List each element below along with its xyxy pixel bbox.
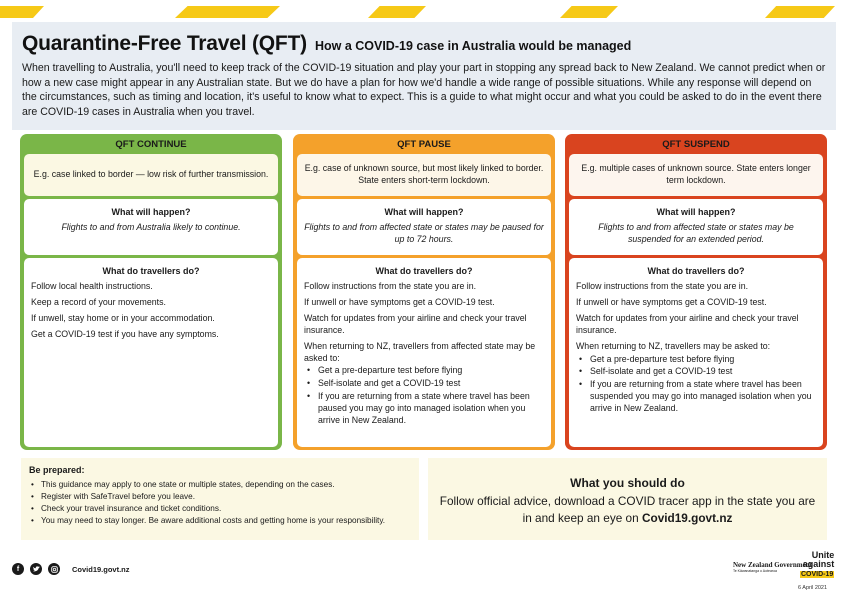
page-subtitle: How a COVID-19 case in Australia would be managed [314, 39, 632, 53]
bullet-item: • Self-isolate and get a COVID-19 test [576, 366, 816, 378]
do-item: Watch for updates from your airline and check your travel insurance. [304, 312, 527, 335]
happen-heading: What will happen? [111, 207, 191, 217]
happen-text: Flights to and from affected state or states may be suspended for an extended period. [598, 222, 794, 245]
happen-text: Flights to and from Australia likely to continue. [61, 222, 241, 233]
do-item: If unwell or have symptoms get a COVID-19 test. [576, 297, 767, 308]
what-will-happen-box [297, 199, 551, 255]
happen-heading: What will happen? [656, 207, 736, 217]
example-box [24, 154, 278, 196]
covid-site-link[interactable]: Covid19.govt.nz [641, 510, 733, 525]
page-title: Quarantine-Free Travel (QFT) [22, 32, 307, 55]
column-qft-suspend [565, 134, 827, 450]
do-item: Watch for updates from your airline and check your travel insurance. [576, 312, 799, 335]
do-heading: What do travellers do? [375, 266, 473, 276]
example-text: E.g. case of unknown source, but most likely linked to border. State enters short-term lockdown. [304, 163, 544, 185]
unite-against-covid-logo [800, 551, 834, 578]
twitter-icon[interactable] [30, 563, 42, 575]
do-heading: What do travellers do? [647, 266, 745, 276]
footer-site-link[interactable]: Covid19.govt.nz [72, 564, 130, 574]
do-item: Follow local health instructions. [31, 281, 153, 292]
bullet-item: • Get a pre-departure test before flying [576, 354, 816, 366]
gov-name: New Zealand Government [733, 561, 812, 569]
instagram-icon[interactable] [48, 563, 60, 575]
stripe [765, 6, 835, 18]
bullet-item: • If you are returning from a state where travel has been suspended you may go into managed isolation when you arrive in New Zealand. [576, 379, 816, 415]
example-text: E.g. multiple cases of unknown source. State enters longer term lockdown. [581, 163, 811, 185]
happen-text: Flights to and from affected state or states may be paused for up to 72 hours. [304, 222, 544, 245]
do-item: Follow instructions from the state you are in. [576, 281, 749, 292]
happen-heading: What will happen? [384, 207, 464, 217]
do-item: If unwell, stay home or in your accommodation. [31, 312, 215, 323]
unite-line: against [802, 559, 835, 569]
column-qft-continue [20, 134, 282, 450]
example-box [297, 154, 551, 196]
should-heading: What you should do [570, 476, 685, 490]
stripe [175, 6, 280, 18]
what-will-happen-box [569, 199, 823, 255]
do-item: Get a COVID-19 test if you have any symptoms. [31, 328, 219, 339]
what-do-travellers-do-box [569, 258, 823, 447]
bullet-item: • Self-isolate and get a COVID-19 test [304, 378, 544, 390]
stripe [560, 6, 618, 18]
do-item: When returning to NZ, travellers may be asked to: [576, 340, 771, 351]
footer-social [12, 563, 130, 575]
be-prepared-item: • This guidance may apply to one state or multiple states, depending on the cases. [29, 479, 411, 491]
what-you-should-do-panel [428, 458, 827, 540]
do-item: Follow instructions from the state you are in. [304, 281, 477, 292]
what-do-travellers-do-box [297, 258, 551, 447]
stripe [368, 6, 426, 18]
column-title: QFT CONTINUE [115, 138, 187, 150]
top-stripe-bar [0, 6, 850, 18]
stripe [0, 6, 44, 18]
title-row [22, 32, 826, 56]
be-prepared-list [29, 479, 411, 528]
column-qft-pause [293, 134, 555, 450]
do-item: When returning to NZ, travellers from affected state may be asked to: [304, 340, 536, 363]
example-text: E.g. case linked to border — low risk of further transmission. [33, 169, 269, 180]
do-item: If unwell or have symptoms get a COVID-19 test. [304, 297, 495, 308]
be-prepared-item: • You may need to stay longer. Be aware additional costs and getting home is your responsibility. [29, 515, 411, 527]
bullet-list [304, 365, 544, 426]
do-heading: What do travellers do? [102, 266, 200, 276]
what-will-happen-box [24, 199, 278, 255]
column-title: QFT SUSPEND [662, 138, 730, 150]
gov-subname: Te Kāwanatanga o Aotearoa [733, 568, 777, 573]
facebook-icon[interactable]: f [12, 563, 24, 575]
should-text [438, 493, 817, 526]
do-item: Keep a record of your movements. [31, 297, 166, 308]
intro-panel [12, 22, 836, 130]
be-prepared-item: • Check your travel insurance and ticket conditions. [29, 503, 411, 515]
column-title: QFT PAUSE [397, 138, 451, 150]
should-text-body: Follow official advice, download a COVID tracer app in the state you are in and keep an eye on [439, 494, 816, 525]
be-prepared-item: • Register with SafeTravel before you leave. [29, 491, 411, 503]
publication-date: 6 April 2021 [798, 585, 828, 591]
what-do-travellers-do-box [24, 258, 278, 447]
bullet-list [576, 354, 816, 415]
be-prepared-heading: Be prepared: [29, 465, 85, 475]
example-box [569, 154, 823, 196]
intro-text: When travelling to Australia, you'll need to keep track of the COVID-19 situation and play your part in stopping any spread back to New Zealand. We cannot predict when or how a new case might appear in any Australian state. But we do have a plan for how we'd handle a wide range of possible situations. While any response will depend on the circumstances, such as timing and location, it's useful to know what to expect. This is a guide to what might occur and what you could be asked to do in the event there are COVID-19 cases in Australia when you travel. [22, 62, 826, 118]
bullet-item: • Get a pre-departure test before flying [304, 365, 544, 377]
bullet-item: • If you are returning from a state where travel has been paused you may go into managed isolation when you arrive in New Zealand. [304, 391, 544, 427]
be-prepared-panel [21, 458, 419, 540]
unite-line: COVID-19 [801, 571, 834, 578]
unite-line: Unite [811, 550, 835, 560]
